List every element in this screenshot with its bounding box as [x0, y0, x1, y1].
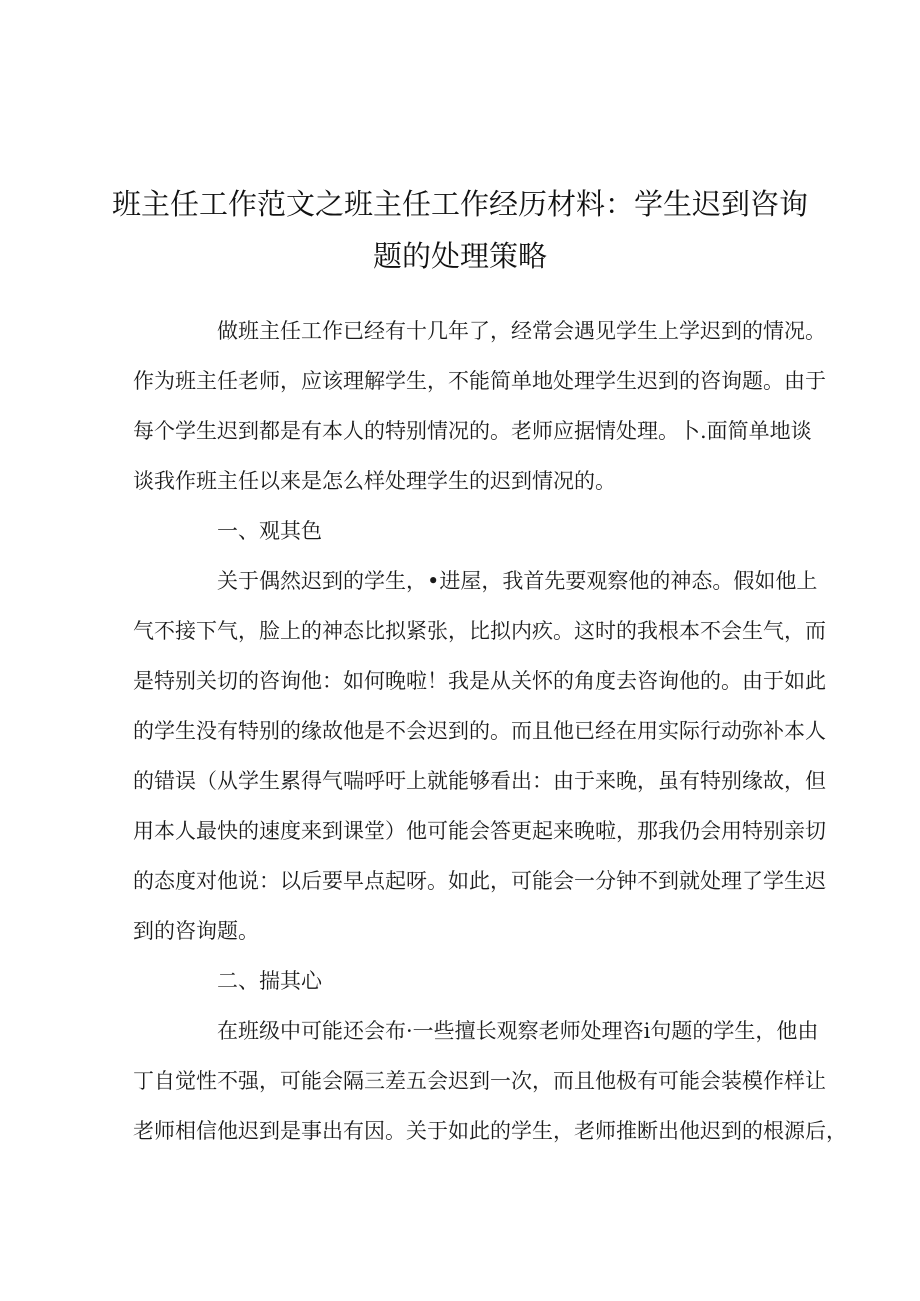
paragraph-line: 的错误（从学生累得气喘呼吁上就能够看出：由于来晚，虽有特别缘故，但	[133, 769, 826, 793]
paragraph-line: 是特别关切的咨询他：如何晚啦！我是从关怀的角度去咨询他的。由于如此	[133, 669, 826, 693]
paragraph-line: 作为班主任老师，应该理解学生，不能简单地处理学生迟到的咨询题。由于	[133, 369, 826, 393]
paragraph-line: 用本人最快的速度来到课堂）他可能会答更起来晚啦，那我仍会用特别亲切	[133, 819, 826, 843]
paragraph-line: 在班级中可能还会布·一些擅长观察老师处理咨i句题的学生，他由	[217, 1019, 819, 1043]
document-body	[133, 306, 847, 1156]
paragraph-mind	[133, 1006, 847, 1156]
title-line-1: 班主任工作范文之班主任工作经历材料：学生迟到咨询	[111, 187, 808, 221]
title-line-2: 题的处理策略	[372, 239, 547, 273]
paragraph-line: 丁自觉性不强，可能会隔三差五会迟到一次，而且他极有可能会装模作样让	[133, 1069, 826, 1093]
paragraph-line: 每个学生迟到都是有本人的特别情况的。老师应据情处理。卜.面简单地谈	[133, 419, 812, 443]
paragraph-line: 关于偶然迟到的学生，•进屋，我首先要观察他的神态。假如他上	[217, 569, 818, 593]
paragraph-line: 的态度对他说：以后要早点起呀。如此，可能会一分钟不到就处理了学生迟	[133, 869, 826, 893]
paragraph-observe	[133, 556, 826, 956]
section-heading-2: 二、揣其心	[217, 969, 322, 993]
document-title	[110, 178, 810, 282]
paragraph-line: 到的咨询题。	[133, 919, 259, 943]
paragraph-intro	[133, 306, 826, 506]
paragraph-line: 气不接下气，脸上的神态比拟紧张，比拟内疚。这时的我根本不会生气，而	[133, 619, 826, 643]
paragraph-line: 做班主任工作已经有十几年了，经常会遇见学生上学迟到的情况。	[217, 319, 826, 343]
paragraph-line: 谈我作班主任以来是怎么样处理学生的迟到情况的。	[133, 469, 616, 493]
paragraph-line: 老师相信他迟到是事出有因。关于如此的学生，老师推断出他迟到的根源后，	[133, 1119, 847, 1143]
paragraph-line: 的学生没有特别的缘故他是不会迟到的。而且他已经在用实际行动弥补本人	[133, 719, 826, 743]
section-heading-1: 一、观其色	[217, 519, 322, 543]
